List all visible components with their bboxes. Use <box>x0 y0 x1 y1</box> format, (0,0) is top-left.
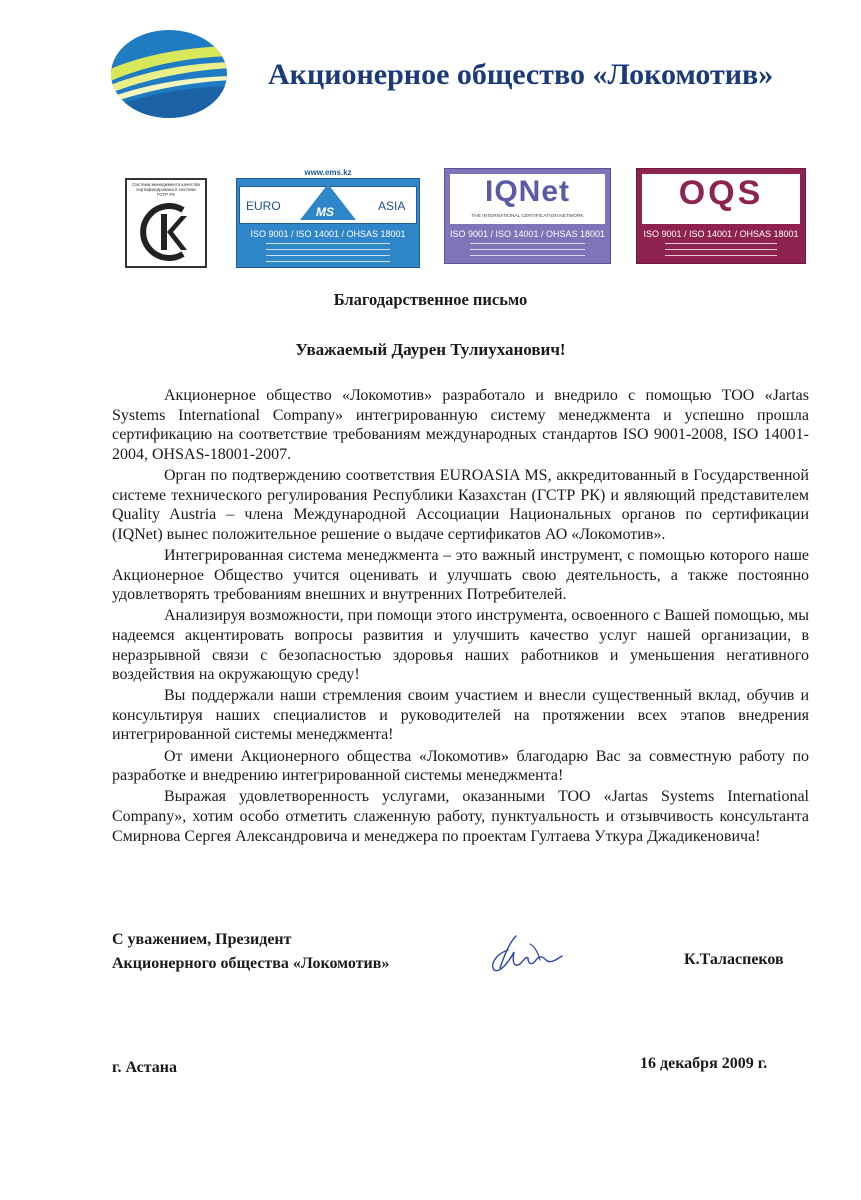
iqnet-badge <box>444 168 611 264</box>
euroasia-url: www.ems.kz <box>304 168 352 177</box>
euroasia-middle-label: MS <box>316 205 334 219</box>
closing-line: Акционерного общества «Локомотив» <box>112 955 390 972</box>
letter-city: г. Астана <box>112 1059 177 1076</box>
euroasia-ms-badge <box>236 168 420 268</box>
letter-title: Благодарственное письмо <box>333 290 528 309</box>
closing-block <box>112 928 472 976</box>
letter-date: 16 декабря 2009 г. <box>640 1055 768 1072</box>
kz-mark-caption: Система менеджмента качества сертифицирована в системе ГСТР РК <box>132 182 200 196</box>
euroasia-right-label: ASIA <box>378 199 406 213</box>
body-paragraph: Выражая удовлетворенность услугами, оказанными ТОО «Jartas Systems International Company», хотим особо отметить слаженную работу, пунктуальность и отзывчивость консультанта Смирнова Сергея Александровича и менеджера по проектам Гултаева Уткура Джадикеновича! <box>112 788 809 845</box>
oqs-badge <box>636 168 806 264</box>
handwritten-signature <box>486 930 566 978</box>
iqnet-subtitle: THE INTERNATIONAL CERTIFICATION NETWORK <box>471 214 584 219</box>
signatory-name: К.Таласпеков <box>684 951 784 968</box>
letter-body <box>112 386 809 848</box>
company-title: Акционерное общество «Локомотив» <box>268 58 774 91</box>
euroasia-standards: ISO 9001 / ISO 14001 / OHSAS 18001 <box>250 229 406 239</box>
body-paragraph: Интегрированная система менеджмента – это важный инструмент, с помощью которого наше Акционерное Общество учится оценивать и улучшать свою деятельность, а также постоянно удовлетворять требованиям внешних и внутренних Потребителей. <box>112 546 809 604</box>
kz-certification-mark <box>125 178 207 268</box>
iqnet-logo: IQNet <box>484 175 570 208</box>
oqs-standards: ISO 9001 / ISO 14001 / OHSAS 18001 <box>643 229 799 239</box>
iqnet-standards: ISO 9001 / ISO 14001 / OHSAS 18001 <box>449 229 606 239</box>
body-paragraph: Анализируя возможности, при помощи этого инструмента, освоенного с Вашей помощью, мы надеемся акцентировать вопросы развития и улучшить качество услуг нашей организации, в неразрывной связи с безопасностью здоровья наших работников и уменьшения негативного воздействия на окружающую среду! <box>112 607 809 684</box>
body-paragraph: Вы поддержали наши стремления своим участием и внесли существенный вклад, обучив и консультируя наших специалистов и руководителей на протяжении всех этапов внедрения интегрированной системы менеджмента! <box>112 687 809 744</box>
closing-line: С уважением, Президент <box>112 931 292 948</box>
oqs-logo: OQS <box>678 174 764 212</box>
body-paragraph: От имени Акционерного общества «Локомотив» благодарю Вас за совместную работу по разработке и внедрению интегрированной системы менеджмента! <box>112 747 809 785</box>
body-paragraph: Акционерное общество «Локомотив» разработало и внедрило с помощью ТОО «Jartas Systems International Company» интегрированную систему менеджмента и успешно прошла сертификацию на соответствие требованиям международных стандартов ISO 9001-2008, ISO 14001-2004, OHSAS-18001-2007. <box>112 387 809 463</box>
kz-mark-logo <box>127 196 205 268</box>
euroasia-left-label: EURO <box>246 199 281 213</box>
letter-salutation: Уважаемый Даурен Тулиуханович! <box>295 340 566 359</box>
body-paragraph: Орган по подтверждению соответствия EUROASIA MS, аккредитованный в Государственной системе технического регулирования Республики Казахстан (ГСТР РК) и являющий представителем Quality Austria – члена Международной Ассоциации Национальных органов по сертификации (IQNet) вынес положительное решение о выдаче сертификатов АО «Локомотив». <box>112 466 809 543</box>
company-logo <box>108 28 230 120</box>
